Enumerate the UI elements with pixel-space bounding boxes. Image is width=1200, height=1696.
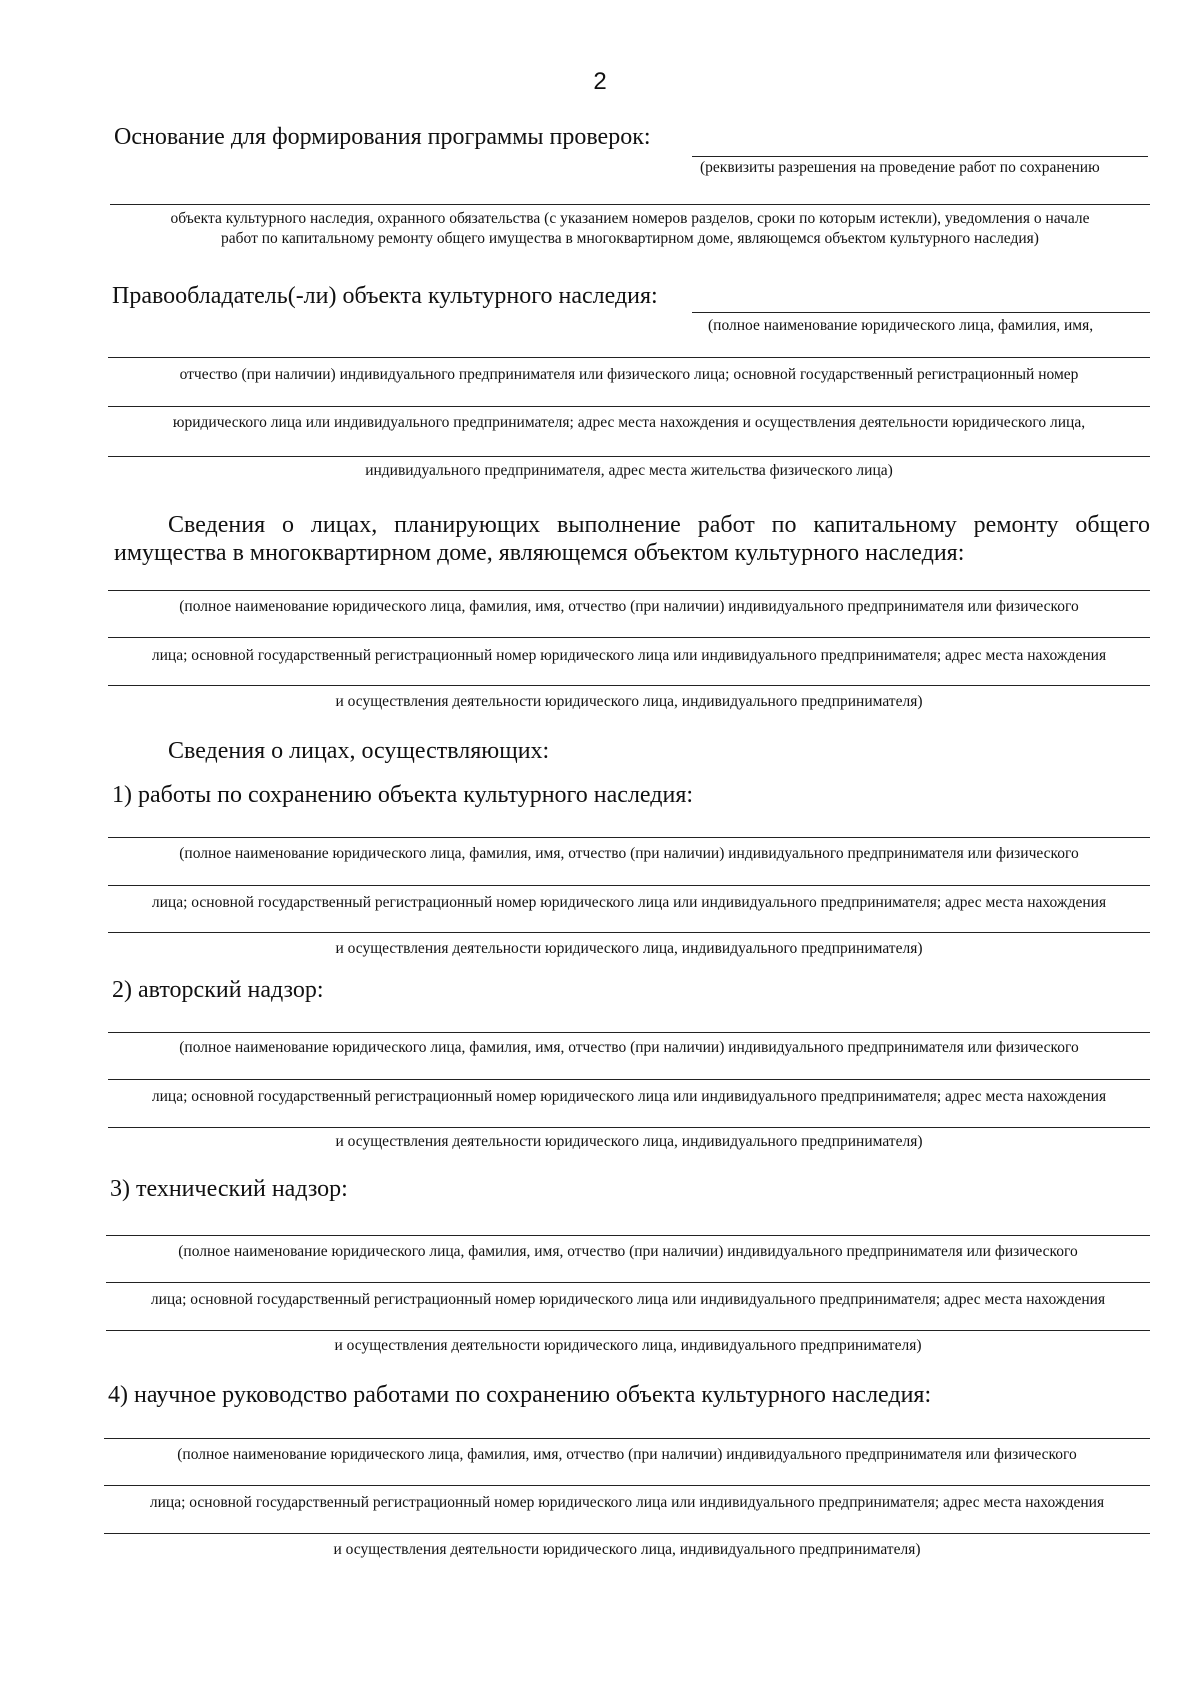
planners-heading-line-2: имущества в многоквартирном доме, являющемся объектом культурного наследия: [114, 540, 965, 566]
planners-fill-line-3[interactable] [108, 685, 1150, 686]
page-number: 2 [593, 68, 607, 95]
owner-label: Правообладатель(-ли) объекта культурного наследия: [112, 283, 658, 309]
basis-hint-3: работ по капитальному ремонту общего имущества в многоквартирном доме, являющемся объектом культурного наследия) [221, 230, 1039, 247]
item-1-fill-line-2[interactable] [108, 885, 1150, 886]
item-3-fill-line-3[interactable] [106, 1330, 1150, 1331]
item-2-fill-line-1[interactable] [108, 1032, 1150, 1033]
item-3-hint-2: лица; основной государственный регистрационный номер юридического лица или индивидуального предпринимателя; адрес места нахождения [150, 1291, 1106, 1308]
basis-fill-line-2[interactable] [110, 204, 1150, 205]
planners-hint-2: лица; основной государственный регистрационный номер юридического лица или индивидуального предпринимателя; адрес места нахождения [151, 647, 1107, 664]
basis-label: Основание для формирования программы проверок: [114, 124, 651, 150]
performers-item-3-label: 3) технический надзор: [110, 1176, 348, 1202]
item-1-hint-2: лица; основной государственный регистрационный номер юридического лица или индивидуального предпринимателя; адрес места нахождения [151, 894, 1107, 911]
item-1-hint-3: и осуществления деятельности юридического лица, индивидуального предпринимателя) [335, 940, 923, 957]
owner-hint-4: индивидуального предпринимателя, адрес места жительства физического лица) [365, 462, 893, 479]
performers-item-2-label: 2) авторский надзор: [112, 977, 324, 1003]
planners-hint-3: и осуществления деятельности юридического лица, индивидуального предпринимателя) [335, 693, 923, 710]
basis-fill-line-1[interactable] [692, 156, 1148, 157]
item-3-hint-1: (полное наименование юридического лица, фамилия, имя, отчество (при наличии) индивидуального предпринимателя или физического [178, 1243, 1078, 1260]
planners-heading-line-1: Сведения о лицах, планирующих выполнение работ по капитальному ремонту общего [168, 512, 1150, 538]
planners-fill-line-2[interactable] [108, 637, 1150, 638]
item-4-fill-line-3[interactable] [104, 1533, 1150, 1534]
planners-fill-line-1[interactable] [108, 590, 1150, 591]
performers-intro: Сведения о лицах, осуществляющих: [168, 738, 550, 764]
item-4-fill-line-2[interactable] [104, 1485, 1150, 1486]
item-2-hint-1: (полное наименование юридического лица, фамилия, имя, отчество (при наличии) индивидуального предпринимателя или физического [179, 1039, 1079, 1056]
item-2-fill-line-2[interactable] [108, 1079, 1150, 1080]
owner-fill-line-1[interactable] [692, 312, 1150, 313]
owner-fill-line-2[interactable] [108, 357, 1150, 358]
performers-item-1-label: 1) работы по сохранению объекта культурного наследия: [112, 782, 694, 808]
item-4-hint-1: (полное наименование юридического лица, фамилия, имя, отчество (при наличии) индивидуального предпринимателя или физического [177, 1446, 1077, 1463]
owner-hint-2: отчество (при наличии) индивидуального предпринимателя или физического лица; основной государственный регистрационный номер [179, 366, 1079, 383]
item-2-fill-line-3[interactable] [108, 1127, 1150, 1128]
performers-item-4-label: 4) научное руководство работами по сохранению объекта культурного наследия: [108, 1382, 932, 1408]
item-3-fill-line-2[interactable] [106, 1282, 1150, 1283]
planners-hint-1: (полное наименование юридического лица, фамилия, имя, отчество (при наличии) индивидуального предпринимателя или физического [179, 598, 1079, 615]
item-2-hint-3: и осуществления деятельности юридического лица, индивидуального предпринимателя) [335, 1133, 923, 1150]
owner-fill-line-4[interactable] [108, 456, 1150, 457]
item-2-hint-2: лица; основной государственный регистрационный номер юридического лица или индивидуального предпринимателя; адрес места нахождения [151, 1088, 1107, 1105]
owner-hint-1: (полное наименование юридического лица, фамилия, имя, [708, 317, 1094, 334]
owner-fill-line-3[interactable] [108, 406, 1150, 407]
basis-hint-1: (реквизиты разрешения на проведение работ по сохранению [700, 159, 1100, 176]
owner-hint-3: юридического лица или индивидуального предпринимателя; адрес места нахождения и осуществления деятельности юридического лица, [172, 414, 1086, 431]
item-3-fill-line-1[interactable] [106, 1235, 1150, 1236]
item-1-fill-line-1[interactable] [108, 837, 1150, 838]
item-4-hint-2: лица; основной государственный регистрационный номер юридического лица или индивидуального предпринимателя; адрес места нахождения [149, 1494, 1105, 1511]
basis-hint-2: объекта культурного наследия, охранного обязательства (с указанием номеров разделов, сроки по которым истекли), уведомления о начале [170, 210, 1090, 227]
item-4-hint-3: и осуществления деятельности юридического лица, индивидуального предпринимателя) [333, 1541, 921, 1558]
item-1-fill-line-3[interactable] [108, 932, 1150, 933]
item-1-hint-1: (полное наименование юридического лица, фамилия, имя, отчество (при наличии) индивидуального предпринимателя или физического [179, 845, 1079, 862]
item-3-hint-3: и осуществления деятельности юридического лица, индивидуального предпринимателя) [334, 1337, 922, 1354]
item-4-fill-line-1[interactable] [104, 1438, 1150, 1439]
